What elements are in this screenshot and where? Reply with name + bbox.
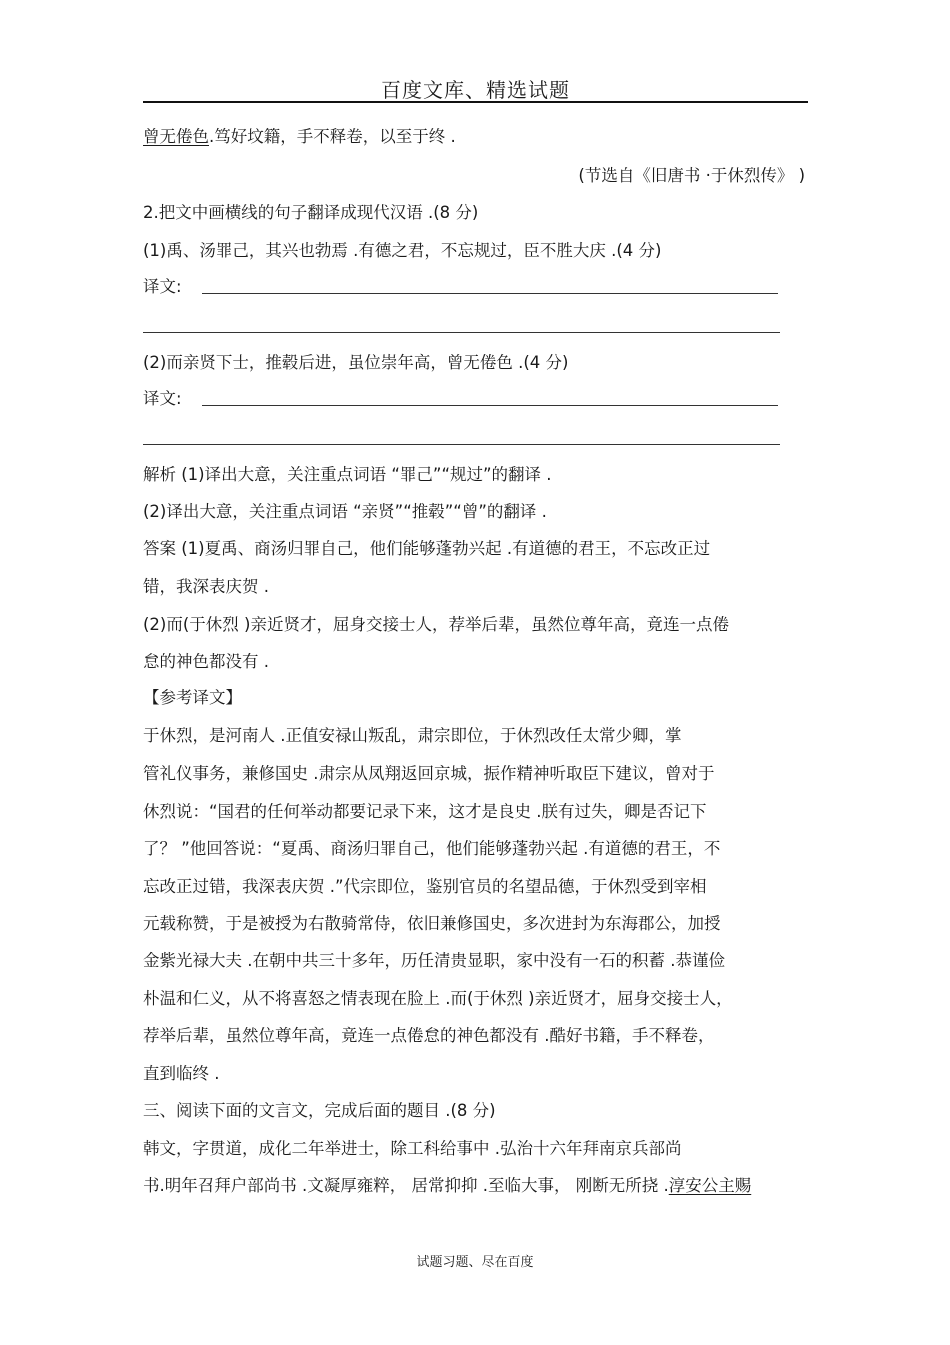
reference-line: 荐举后辈，虽然位尊年高，竟连一点倦怠的神色都没有 .酷好书籍，手不释卷，: [143, 1026, 715, 1045]
reference-line: 休烈说：“国君的任何举动都要记录下来，这才是良史 .朕有过失，卿是否记下: [143, 802, 707, 821]
reference-line: 于休烈，是河南人 .正值安禄山叛乱，肃宗即位，于休烈改任太常少卿，掌: [143, 726, 682, 745]
page-header-title: 百度文库、精选试题: [381, 78, 570, 102]
underlined-phrase: 曾无倦色: [143, 127, 209, 146]
answer-line: 答案 (1)夏禹、商汤归罪自己，他们能够蓬勃兴起 .有道德的君王，不忘改正过: [143, 539, 711, 558]
page-footer: 试题习题、尽在百度: [416, 1255, 534, 1270]
source-citation: (节选自《旧唐书 ·于休烈传》 ): [578, 166, 805, 185]
question-item: (2)而亲贤下士，推毂后进，虽位崇年高，曾无倦色 .(4 分): [143, 353, 569, 372]
translation-label: 译文:: [143, 277, 182, 296]
answer-blank-line[interactable]: [143, 332, 780, 333]
text-span: .笃好坟籍，手不释卷，以至于终 .: [209, 127, 456, 146]
reference-line: 朴温和仁义，从不将喜怒之情表现在脸上 .而(于休烈 )亲近贤才，屈身交接士人，: [143, 989, 733, 1008]
question-heading: 2.把文中画横线的句子翻译成现代汉语 .(8 分): [143, 203, 479, 222]
section-heading: 三、阅读下面的文言文，完成后面的题目 .(8 分): [143, 1101, 496, 1120]
answer-blank-line[interactable]: [202, 405, 778, 406]
reference-line: 直到临终 .: [143, 1064, 220, 1083]
answer-line: 怠的神色都没有 .: [143, 652, 269, 671]
translation-label: 译文:: [143, 389, 182, 408]
header-divider: [143, 101, 808, 103]
question-item: (1)禹、汤罪己，其兴也勃焉 .有德之君，不忘规过，臣不胜大庆 .(4 分): [143, 241, 662, 260]
reference-line: 元载称赞，于是被授为右散骑常侍，依旧兼修国史，多次进封为东海郡公，加授: [143, 914, 721, 933]
analysis-line: 解析 (1)译出大意，关注重点词语 “罪己”“规过”的翻译 .: [143, 465, 552, 484]
reference-line: 金紫光禄大夫 .在朝中共三十多年，历任清贵显职，家中没有一石的积蓄 .恭谨俭: [143, 951, 725, 970]
passage-line: 韩文，字贯道，成化二年举进士，除工科给事中 .弘治十六年拜南京兵部尚: [143, 1139, 682, 1158]
reference-line: 忘改正过错，我深表庆贺 .”代宗即位，鉴别官员的名望品德，于休烈受到宰相: [143, 877, 707, 896]
reference-line: 管礼仪事务，兼修国史 .肃宗从凤翔返回京城，振作精神听取臣下建议，曾对于: [143, 764, 715, 783]
answer-blank-line[interactable]: [143, 444, 780, 445]
answer-line: (2)而(于休烈 )亲近贤才，屈身交接士人，荐举后辈，虽然位尊年高，竟连一点倦: [143, 615, 729, 634]
passage-line: [143, 1175, 751, 1197]
reference-translation-title: 【参考译文】: [143, 688, 242, 707]
analysis-line: (2)译出大意，关注重点词语 “亲贤”“推毂”“曾”的翻译 .: [143, 502, 547, 521]
underlined-phrase: 淳安公主赐: [668, 1176, 752, 1195]
answer-line: 错，我深表庆贺 .: [143, 577, 269, 596]
text-line: [143, 126, 456, 148]
text-span: 书.明年召拜户部尚书 .文凝厚雍粹， 居常抑抑 .至临大事， 刚断无所挠 .: [143, 1176, 669, 1195]
reference-line: 了？ ”他回答说：“夏禹、商汤归罪自己，他们能够蓬勃兴起 .有道德的君王，不: [143, 839, 721, 858]
answer-blank-line[interactable]: [202, 293, 778, 294]
